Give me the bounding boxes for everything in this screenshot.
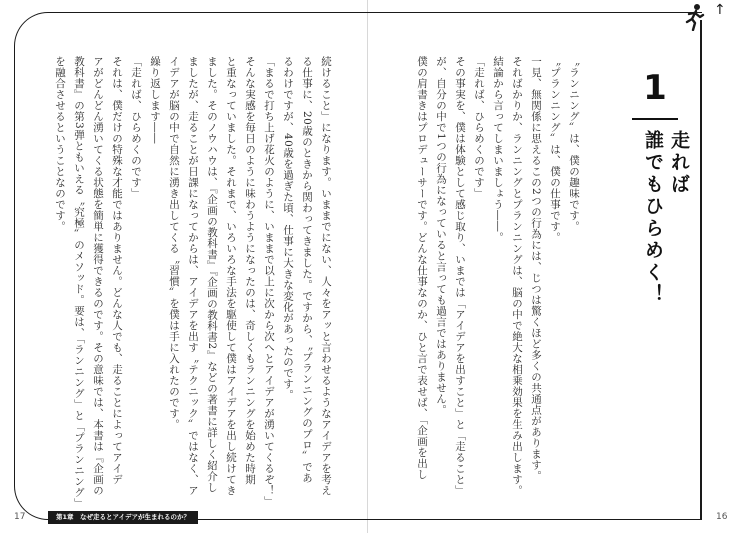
arrow-up-icon: ↑	[714, 2, 726, 18]
chapter-title: 走れば 誰でもひらめく！	[642, 130, 690, 306]
runner-icon	[682, 3, 706, 31]
running-head: 第1章 なぜ走るとアイデアが生まれるのか？	[48, 511, 198, 524]
frame-right-edge	[700, 20, 702, 520]
right-page-body: 〝ランニング〟は、僕の趣味です。 〝プランニング〟は、僕の仕事です。 一見、無関係に思えるこの2つの行為には、じつは驚くほど多くの共通点があります。 そればかりか、ランニングとプランニングは、脳の中で絶大な相乗効果を生み出します。 結論から言ってしまいましょう――。 「走れば、ひらめくのです」 その事実を、僕は体験として感じ取り、いまでは「アイデアを出すこと」と「走ること」 が、自分の中で1つの行為になっていると言っても過言ではありません。 僕の肩書きはプロデューサーです。どんな仕事なのか、ひと言で表せば、「企画を出し	[416, 56, 580, 496]
left-page-body: 続けること」になります。いままでにない、人々をアッと言わせるようなアイデアを考え る仕事に、20歳のときから関わってきました。ですから、〝プランニングのプロ〟であ るわけですが、40歳を過ぎた頃、仕事に大きな変化があったのです。 「まるで打ち上げ花火のように、いままで以上に次から次へとアイデアが湧いてくるぞ！」 そんな実感を毎日のように味わうようになったのは、奇しくもランニングを始めた時期 と重なっていました。それまで、いろいろな手法を駆使して僕はアイデアを出し続けてき ました。そのノウハウは、『企画の教科書』『企画の教科書2』などの著書に詳しく紹介し ましたが、走ることが日課になってからは、アイデアを出す〝テクニック〟ではなく、ア イデアが脳の中で自然に湧き出してくる〝習慣〟を僕は手に入れたのです。 繰り返します―― 「走れば、ひらめくのです」 それは、僕だけの特殊な才能ではありません。どんな人でも、走ることによってアイデ アがどんどん湧いてくる状態を簡単に獲得できるのです。その意味では、本書は『企画の 教科書』の第3弾ともいえる〝究極〟のメソッド。要は、「ランニング」と「プランニング」 を融合させるということなのです。	[54, 56, 332, 509]
right-page-number: 16	[716, 512, 728, 522]
chapter-number: 1	[643, 68, 667, 108]
chapter-divider	[632, 118, 678, 120]
left-page-number: 17	[14, 512, 26, 522]
